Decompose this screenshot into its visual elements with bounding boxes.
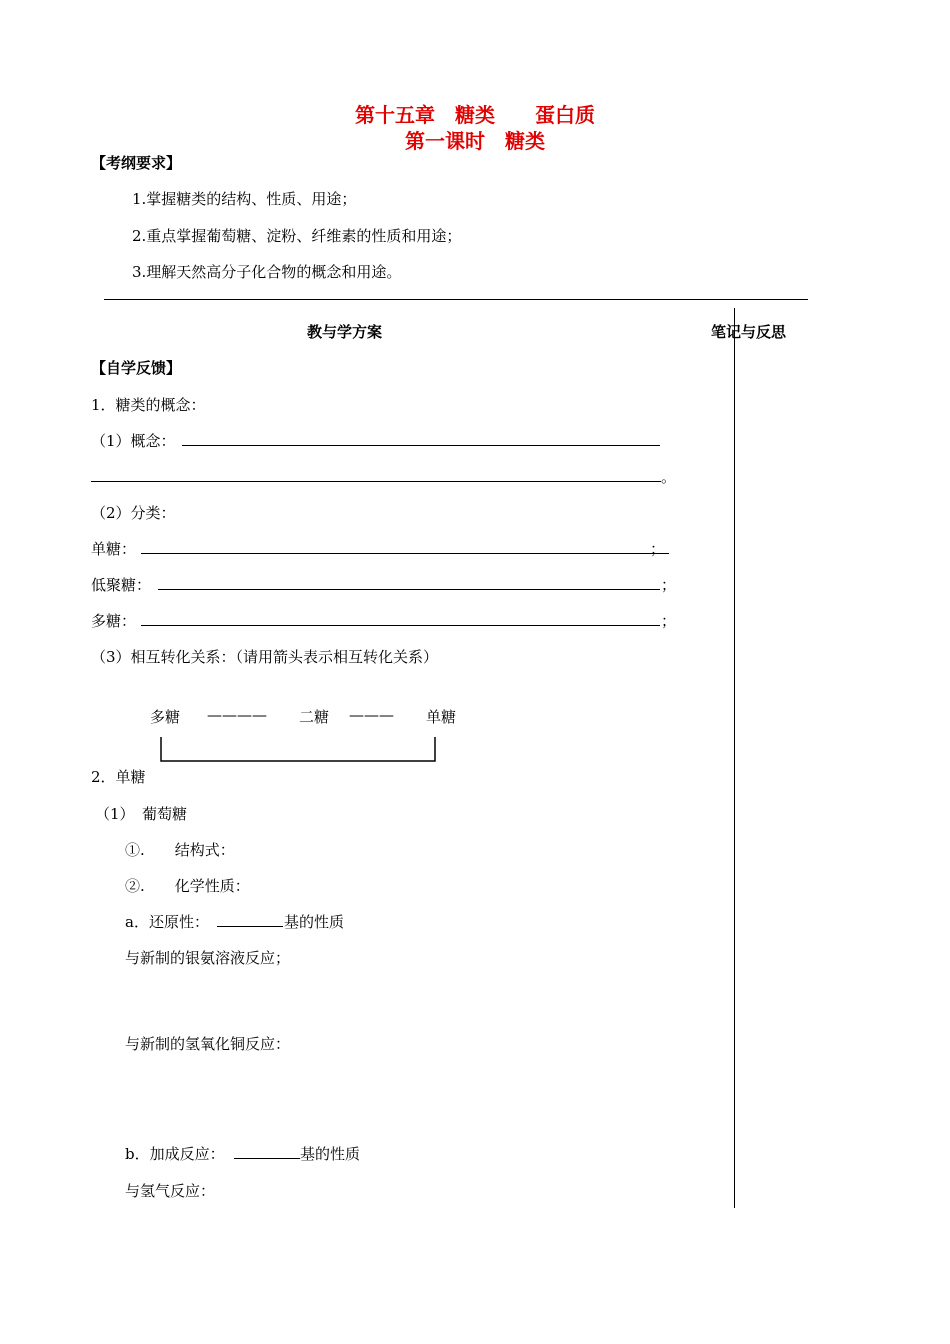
- exam-item-3: 3.理解天然高分子化合物的概念和用途。: [132, 263, 402, 281]
- concept-label: （1）概念：: [91, 432, 176, 450]
- reducibility-blank: [217, 926, 283, 927]
- structure-label: ①. 结构式：: [125, 841, 235, 859]
- chemical-properties-label: ②. 化学性质：: [125, 877, 250, 895]
- oligosaccharide-end: ；: [661, 576, 677, 594]
- reducibility-suffix: 基的性质: [284, 913, 345, 931]
- concept-period: 。: [661, 468, 677, 486]
- polysaccharide-end: ；: [661, 612, 677, 630]
- concept-blank-2: [91, 481, 661, 482]
- diagram-dash-2: ———: [349, 706, 394, 724]
- notes-column-divider: [734, 308, 735, 1208]
- diagram-dash-1: ————: [207, 706, 267, 724]
- column-header-teaching: 教与学方案: [307, 323, 383, 341]
- lesson-title: 第一课时 糖类: [405, 129, 545, 153]
- oligosaccharide-blank: [158, 589, 660, 590]
- classification-label: （2）分类：: [91, 504, 176, 522]
- exam-item-2: 2.重点掌握葡萄糖、淀粉、纤维素的性质和用途；: [132, 227, 462, 245]
- diagram-monosaccharide: 单糖: [426, 708, 457, 726]
- polysaccharide-blank: [141, 625, 660, 626]
- reducibility-label: a．还原性：: [125, 913, 209, 931]
- glucose-heading: （1） 葡萄糖: [95, 805, 188, 823]
- question-2: 2．单糖: [91, 768, 146, 786]
- feedback-heading: 【自学反馈】: [91, 359, 182, 377]
- monosaccharide-label: 单糖：: [91, 540, 137, 558]
- silver-reaction-label: 与新制的银氨溶液反应；: [125, 949, 291, 967]
- exam-item-1: 1.掌握糖类的结构、性质、用途；: [132, 190, 357, 208]
- copper-reaction-label: 与新制的氢氧化铜反应：: [125, 1035, 291, 1053]
- hydrogen-reaction-label: 与氢气反应：: [125, 1182, 216, 1200]
- exam-heading: 【考纲要求】: [91, 154, 182, 172]
- monosaccharide-end: ；: [650, 540, 666, 558]
- diagram-disaccharide: 二糖: [299, 708, 330, 726]
- oligosaccharide-label: 低聚糖：: [91, 576, 152, 594]
- monosaccharide-blank: [141, 553, 669, 554]
- diagram-polysaccharide: 多糖: [150, 708, 181, 726]
- section-divider: [104, 299, 808, 300]
- column-header-notes: 笔记与反思: [711, 323, 787, 341]
- addition-suffix: 基的性质: [300, 1145, 361, 1163]
- polysaccharide-label: 多糖：: [91, 612, 137, 630]
- question-1: 1．糖类的概念：: [91, 396, 206, 414]
- diagram-bracket: [155, 736, 445, 766]
- addition-blank: [234, 1158, 300, 1159]
- addition-label: b．加成反应：: [125, 1145, 225, 1163]
- conversion-label: （3）相互转化关系：（请用箭头表示相互转化关系）: [91, 648, 439, 666]
- concept-blank-1: [182, 445, 660, 446]
- chapter-title: 第十五章 糖类 蛋白质: [355, 103, 595, 127]
